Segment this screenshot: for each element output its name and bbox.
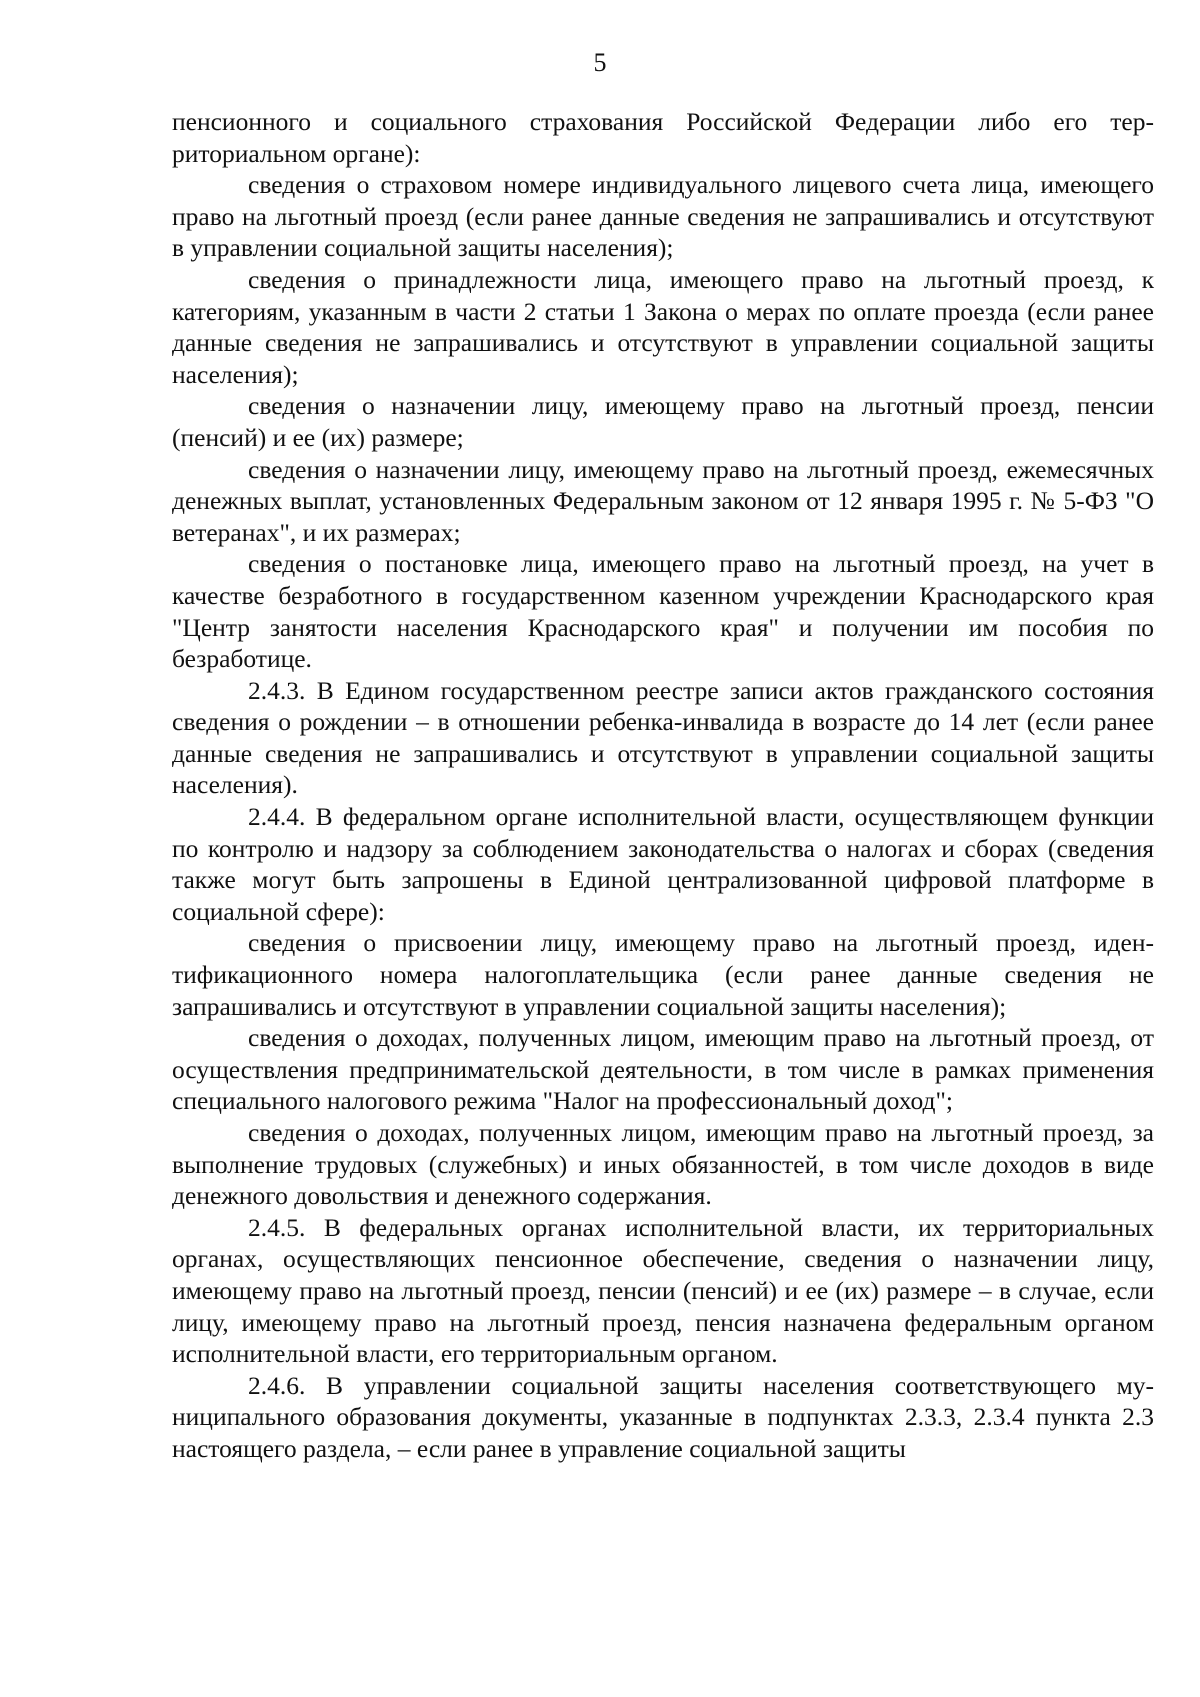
document-body bbox=[172, 106, 1154, 1465]
paragraph-category: сведения о принадлежности лица, имеющего право на льготный проезд, к категориям, указанным в части 2 статьи 1 Закона о мерах по оплате проезда (если ранее данные сведения не запрашивались и отсутствуют в управлении социальной защиты населения); bbox=[172, 264, 1154, 389]
page-number: 5 bbox=[593, 48, 607, 77]
paragraph-pension: сведения о назначении лицу, имеющему право на льготный проезд, пенсии (пенсий) и ее (их) размере; bbox=[172, 391, 1154, 452]
paragraph-employment-income: сведения о доходах, полученных лицом, имеющим право на льготный проезд, за выполнение трудовых (служебных) и иных обязанностей, в том числе доходов в виде денежного довольствия и денежного содержания. bbox=[172, 1118, 1154, 1211]
paragraph-2-4-6: 2.4.6. В управлении социальной защиты населения соответствующего муниципального образования документы, указанные в подпунктах 2.3.3, 2.3.4 пункта 2.3 настоящего раздела, – если ранее в управление социальной защиты bbox=[172, 1370, 1154, 1463]
paragraph-insurance-number: сведения о страховом номере индивидуального лицевого счета лица, имеющего право на льготный проезд (если ранее данные сведения не запрашивались и отсутствуют в управлении социальной защиты населения); bbox=[172, 170, 1154, 263]
paragraph-2-4-3: 2.4.3. В Едином государственном реестре записи актов гражданского состояния сведения о рождении – в отношении ребенка-инвалида в возрасте до 14 лет (если ранее данные сведения не запрашивались и отсутствуют в управлении социальной защиты населения). bbox=[172, 675, 1154, 800]
paragraph-2-4-4: 2.4.4. В федеральном органе исполнительной власти, осуществляющем функции по контролю и надзору за соблюдением законодательства о налогах и сборах (сведения также могут быть запрошены в Единой централизованной цифровой платформе в социальной сфере): bbox=[172, 802, 1154, 926]
paragraph-2-4-5: 2.4.5. В федеральных органах исполнительной власти, их территориальных органах, осуществляющих пенсионное обеспечение, сведения о назначении лицу, имеющему право на льготный проезд, пенсии (пенсий) и ее (их) размере – в случае, если лицу, имеющему право на льготный проезд, пенсия назначена федеральным органом исполнительной власти, его территориальным органом. bbox=[172, 1212, 1154, 1369]
paragraph-monthly-payments: сведения о назначении лицу, имеющему право на льготный проезд, ежемесячных денежных выплат, установленных Федеральным законом от 12 января 1995 г. № 5-ФЗ "О ветеранах", и их размерах; bbox=[172, 454, 1154, 547]
paragraph-continuation: пенсионного и социального страхования Российской Федерации либо его территориальном органе): bbox=[172, 107, 1154, 168]
paragraph-inn: сведения о присвоении лицу, имеющему право на льготный проезд, идентификационного номера налогоплательщика (если ранее данные сведения не запрашивались и отсутствуют в управлении социальной защиты населения); bbox=[172, 928, 1154, 1021]
paragraph-business-income: сведения о доходах, полученных лицом, имеющим право на льготный проезд, от осуществления предпринимательской деятельности, в том числе в рамках применения специального налогового режима "Налог на профессиональный доход"; bbox=[172, 1023, 1154, 1116]
paragraph-unemployment: сведения о постановке лица, имеющего право на льготный проезд, на учет в качестве безработного в государственном казенном учреждении Краснодарского края "Центр занятости населения Краснодарского края" и получении им пособия по безработице. bbox=[172, 549, 1154, 674]
